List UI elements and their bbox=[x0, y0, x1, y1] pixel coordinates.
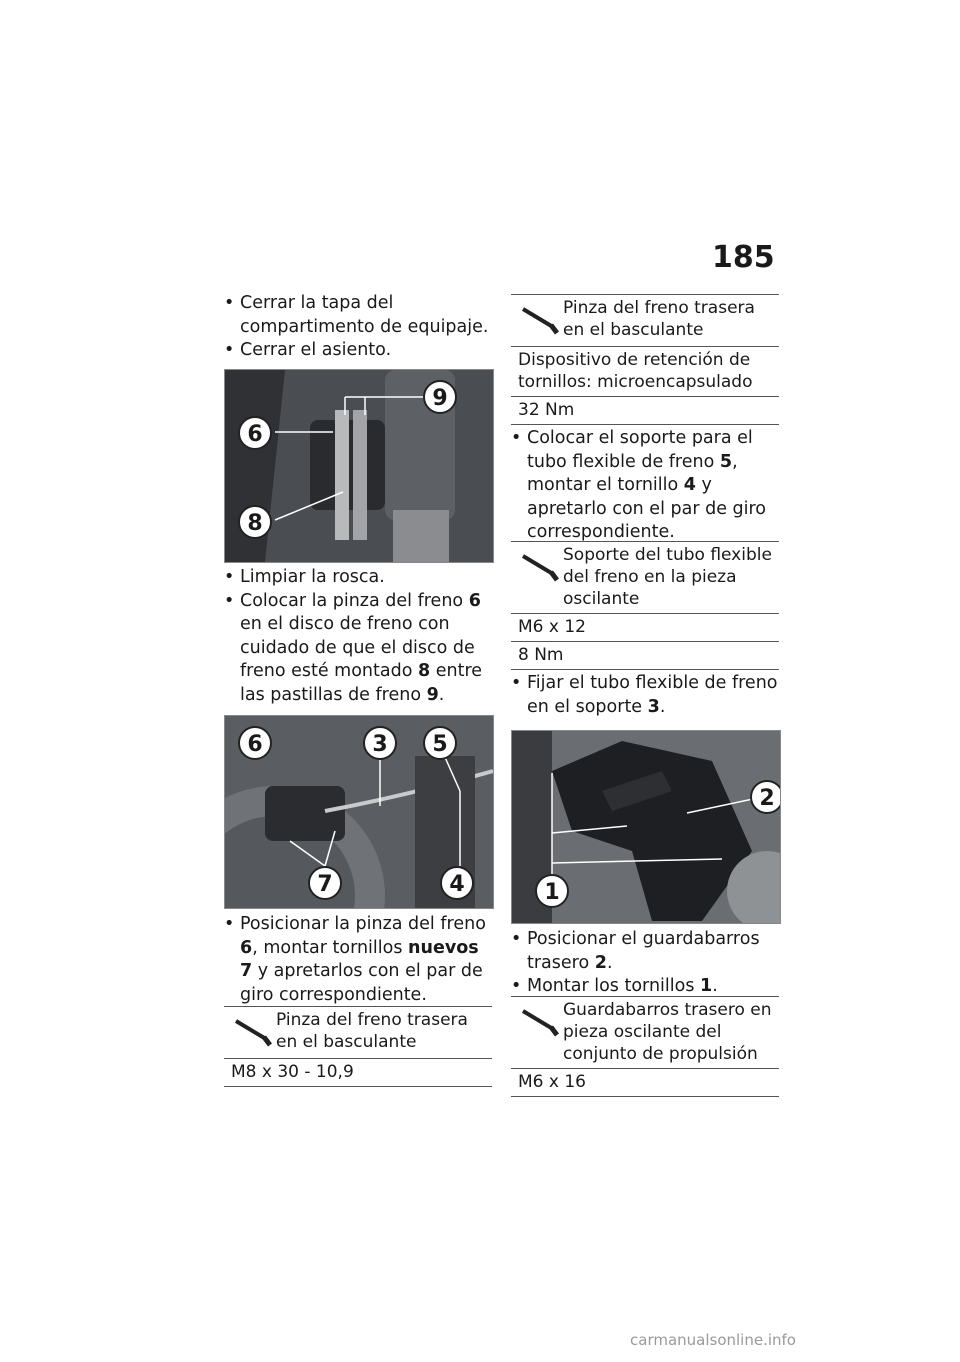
torque-table-heading: Guardabarros trasero en pieza oscilante del conjunto de propulsión bbox=[511, 997, 779, 1069]
callout-6 bbox=[239, 727, 271, 759]
step-position-caliper: • Posicionar la pinza del freno 6, montar tornillos nuevos 7 y apretarlos con el par de giro correspondiente. bbox=[224, 913, 492, 1007]
page-number: 185 bbox=[712, 240, 775, 275]
figure-caliper-mounting bbox=[224, 715, 494, 909]
callout-4 bbox=[441, 867, 473, 899]
callout-6 bbox=[239, 417, 271, 449]
right-steps-fix bbox=[511, 672, 779, 719]
step-place-caliper: • Colocar la pinza del freno 6 en el disco de freno con cuidado de que el disco de freno esté montado 8 entre las pastillas de freno 9. bbox=[224, 590, 492, 708]
callout-5 bbox=[424, 727, 456, 759]
svg-text:6: 6 bbox=[247, 422, 263, 447]
torque-table-mudguard bbox=[511, 996, 779, 1097]
torque-table-row: Dispositivo de retención de tornillos: microencapsulado bbox=[511, 347, 779, 397]
step-position-mudguard: • Posicionar el guardabarros trasero 2. bbox=[511, 928, 779, 975]
torque-table-row: 8 Nm bbox=[511, 642, 779, 670]
step-close-compartment: • Cerrar la tapa del compartimento de equipaje. bbox=[224, 292, 492, 339]
svg-text:4: 4 bbox=[449, 872, 465, 897]
figure-caliper-pads bbox=[224, 369, 494, 563]
torque-table-row: M6 x 12 bbox=[511, 614, 779, 642]
footer-watermark: carmanualsonline.info bbox=[630, 1331, 796, 1349]
torque-table-caliper bbox=[224, 1006, 492, 1087]
right-steps-mudguard bbox=[511, 928, 779, 999]
torque-table-row: M6 x 16 bbox=[511, 1069, 779, 1097]
torque-table-heading: Pinza del freno trasera en el basculante bbox=[511, 295, 779, 347]
step-close-seat: • Cerrar el asiento. bbox=[224, 339, 492, 363]
torque-table-hose-holder bbox=[511, 541, 779, 670]
wrench-icon bbox=[521, 550, 561, 582]
right-steps-holder bbox=[511, 427, 779, 545]
step-mount-screws: • Montar los tornillos 1. bbox=[511, 975, 779, 999]
mudguard-illustration bbox=[512, 731, 780, 923]
svg-text:6: 6 bbox=[247, 732, 263, 757]
caliper-mounting-illustration bbox=[225, 716, 493, 908]
svg-text:3: 3 bbox=[372, 732, 388, 757]
caliper-pads-illustration bbox=[225, 370, 493, 562]
callout-9 bbox=[424, 381, 456, 413]
callout-3 bbox=[364, 727, 396, 759]
svg-text:5: 5 bbox=[432, 732, 448, 757]
torque-table-heading: Soporte del tubo flexible del freno en la pieza oscilante bbox=[511, 542, 779, 614]
figure-mudguard bbox=[511, 730, 781, 924]
callout-2 bbox=[751, 781, 780, 813]
svg-text:1: 1 bbox=[544, 880, 560, 905]
torque-table-heading: Pinza del freno trasera en el basculante bbox=[224, 1007, 492, 1059]
step-fix-hose: • Fijar el tubo flexible de freno en el soporte 3. bbox=[511, 672, 779, 719]
svg-text:8: 8 bbox=[247, 511, 263, 536]
torque-table-row: 32 Nm bbox=[511, 397, 779, 425]
svg-text:7: 7 bbox=[317, 872, 333, 897]
left-top-steps bbox=[224, 292, 492, 363]
step-hose-holder: • Colocar el soporte para el tubo flexible de freno 5, montar el tornillo 4 y apretarlo con el par de giro correspondiente. bbox=[511, 427, 779, 545]
svg-text:9: 9 bbox=[432, 386, 448, 411]
callout-7 bbox=[309, 867, 341, 899]
callout-1 bbox=[536, 875, 568, 907]
step-clean-thread: • Limpiar la rosca. bbox=[224, 566, 492, 590]
left-mid-steps bbox=[224, 566, 492, 707]
svg-text:2: 2 bbox=[759, 786, 775, 811]
wrench-icon bbox=[521, 1005, 561, 1037]
callout-8 bbox=[239, 506, 271, 538]
torque-table-row: M8 x 30 - 10,9 bbox=[224, 1059, 492, 1087]
left-bottom-steps bbox=[224, 913, 492, 1007]
wrench-icon bbox=[521, 303, 561, 335]
wrench-icon bbox=[234, 1015, 274, 1047]
torque-table-caliper-retention bbox=[511, 294, 779, 425]
